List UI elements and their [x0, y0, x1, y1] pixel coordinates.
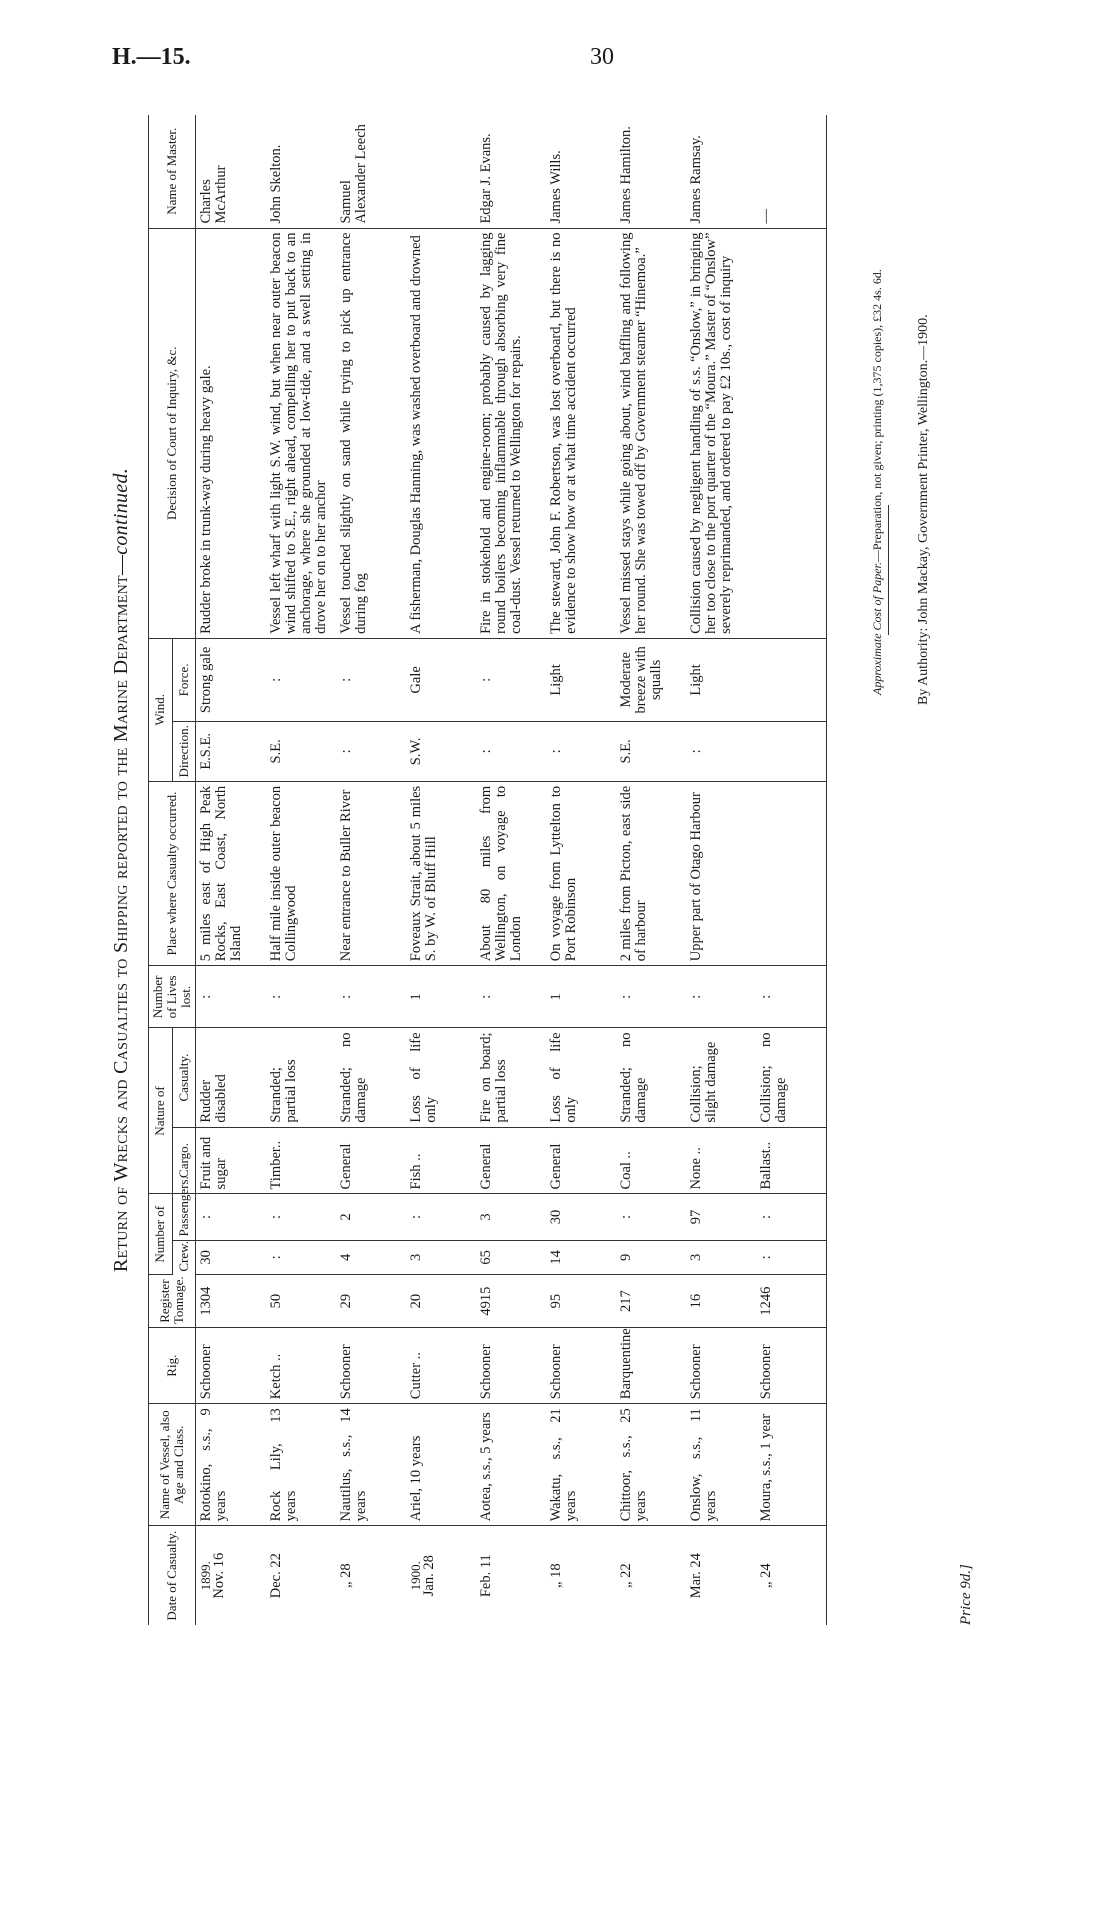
cell-tonnage: 95	[546, 1275, 616, 1328]
cell-day: 28	[338, 1563, 354, 1578]
cell-decision: Vessel left wharf with light S.W. wind, but when near outer beacon wind shifted to S.E., right ahead, compelling her to put back to an anchorage, where she grounded at low-tide, and a swell setting in drove her on to her anchor	[266, 228, 336, 638]
cell-direction: S.E.	[616, 721, 686, 781]
cell-vessel: Moura, s.s., 1 year	[756, 1404, 827, 1526]
cell-day: 18	[548, 1563, 564, 1578]
footer-rule	[888, 505, 889, 635]
wreck-returns-table	[148, 115, 827, 1625]
cell-place: Upper part of Otago Harbour	[686, 781, 756, 965]
cell-casualty: Stranded; no damage	[616, 1028, 686, 1127]
cell-crew: 9	[616, 1240, 686, 1275]
table-body	[196, 115, 827, 1625]
cell-month: Dec.	[268, 1571, 284, 1599]
cell-day: 22	[618, 1563, 634, 1578]
cell-decision: The steward, John F. Robertson, was lost overboard, but there is no evidence to show how or at what time accident occurred	[546, 228, 616, 638]
cell-tonnage: 1304	[196, 1275, 267, 1328]
cell-rig: Schooner	[546, 1328, 616, 1404]
cell-force: Strong gale	[196, 638, 267, 721]
cell-rig: Schooner	[756, 1328, 827, 1404]
cell-lives: :	[196, 966, 267, 1028]
cell-force: :	[476, 638, 546, 721]
cell-vessel: Ariel, 10 years	[406, 1404, 476, 1526]
cell-crew: 65	[476, 1240, 546, 1275]
cost-note	[870, 269, 885, 695]
cell-casualty: Collision; no damage	[756, 1028, 827, 1127]
cell-vessel: Rotokino, s.s., 9 years	[196, 1404, 267, 1526]
cell-crew: :	[756, 1240, 827, 1275]
cell-month: Nov.	[211, 1570, 227, 1599]
header-decision: Decision of Court of Inquiry, &c.	[149, 228, 196, 638]
page-number: 30	[590, 44, 614, 70]
cell-cargo: Coal ..	[616, 1127, 686, 1194]
cell-date	[476, 1526, 546, 1625]
cell-place	[756, 781, 827, 965]
cell-crew: 3	[406, 1240, 476, 1275]
cell-lives: :	[476, 966, 546, 1028]
table-row	[756, 115, 827, 1625]
header-row-1	[149, 115, 173, 1625]
cell-master: James Hamilton.	[616, 115, 686, 228]
cell-casualty: Fire on board; partial loss	[476, 1028, 546, 1127]
cell-place: On voyage from Lyttelton to Port Robinson	[546, 781, 616, 965]
cell-cargo: Ballast..	[756, 1127, 827, 1194]
cell-crew: 3	[686, 1240, 756, 1275]
cell-rig: Schooner	[196, 1328, 267, 1404]
cost-text: —Preparation, not given; printing (1,375 copies), £32 4s. 6d.	[870, 269, 884, 563]
cell-passengers: 30	[546, 1194, 616, 1240]
cell-place: About 80 miles from Wellington, on voyage to London	[476, 781, 546, 965]
cell-date	[266, 1526, 336, 1625]
cell-lives: 1	[546, 966, 616, 1028]
cell-month: „	[338, 1581, 354, 1588]
title-text: Return of Wrecks and Casualties to Shipping reported to the Marine Department—	[110, 554, 132, 1273]
cell-direction: S.W.	[406, 721, 476, 781]
title-continued: continued.	[110, 467, 132, 555]
cell-day: 11	[478, 1554, 494, 1569]
cell-tonnage: 217	[616, 1275, 686, 1328]
cell-vessel: Aotea, s.s., 5 years	[476, 1404, 546, 1526]
cell-master: Charles McArthur	[196, 115, 267, 228]
cell-master: John Skelton.	[266, 115, 336, 228]
header-vessel: Name of Vessel, also Age and Class.	[149, 1404, 196, 1526]
table-row	[476, 115, 546, 1625]
cell-month: Feb.	[478, 1571, 494, 1598]
cell-crew: 14	[546, 1240, 616, 1275]
cell-decision	[756, 228, 827, 638]
cell-vessel: Onslow, s.s., 11 years	[686, 1404, 756, 1526]
header-nature-of: Nature of	[149, 1028, 173, 1194]
table-row	[266, 115, 336, 1625]
header-lives-lost: Number of Lives lost.	[149, 966, 196, 1028]
header-crew: Crew.	[172, 1240, 196, 1275]
cell-casualty: Loss of life only	[406, 1028, 476, 1127]
cell-decision: Rudder broke in trunk-way during heavy gale.	[196, 228, 267, 638]
cell-direction: :	[686, 721, 756, 781]
cell-crew: 30	[196, 1240, 267, 1275]
cell-vessel: Nautilus, s.s., 14 years	[336, 1404, 406, 1526]
cell-lives: :	[266, 966, 336, 1028]
cell-direction: :	[476, 721, 546, 781]
cell-tonnage: 50	[266, 1275, 336, 1328]
cell-passengers: :	[196, 1194, 267, 1240]
header-date: Date of Casualty.	[149, 1526, 196, 1625]
cell-day: 28	[421, 1555, 437, 1570]
cell-tonnage: 29	[336, 1275, 406, 1328]
cell-month: „	[758, 1581, 774, 1588]
cell-force: Light	[686, 638, 756, 721]
cell-day: 24	[758, 1563, 774, 1578]
cell-master: James Ramsay.	[686, 115, 756, 228]
cell-passengers: 3	[476, 1194, 546, 1240]
authority-line: By Authority: John Mackay, Government Printer, Wellington.—1900.	[916, 314, 931, 705]
cell-place: Foveaux Strait, about 5 miles S. by W. of Bluff Hill	[406, 781, 476, 965]
cell-rig: Schooner	[336, 1328, 406, 1404]
cell-date	[616, 1526, 686, 1625]
cell-day: 16	[211, 1552, 227, 1568]
cell-crew: :	[266, 1240, 336, 1275]
header-place: Place where Casualty occurred.	[149, 781, 196, 965]
cell-lives: 1	[406, 966, 476, 1028]
cell-month: Mar.	[688, 1571, 704, 1599]
header-wind-force: Force.	[172, 638, 196, 721]
cell-force: Moderate breeze with squalls	[616, 638, 686, 721]
cell-cargo: Fruit and sugar	[196, 1127, 267, 1194]
document-id: H.—15.	[112, 44, 191, 70]
cell-month: Jan.	[421, 1573, 437, 1597]
cell-direction: :	[336, 721, 406, 781]
cost-label: Approximate Cost of Paper.	[870, 562, 884, 695]
cell-direction: S.E.	[266, 721, 336, 781]
cell-tonnage: 16	[686, 1275, 756, 1328]
header-wind: Wind.	[149, 638, 173, 781]
cell-date	[546, 1526, 616, 1625]
cell-decision: Vessel missed stays while going about, wind baffling and following her round. She was towed off by Government steamer “Hinemoa.”	[616, 228, 686, 638]
header-tonnage: Register Tonnage.	[149, 1275, 196, 1328]
cell-casualty: Stranded; partial loss	[266, 1028, 336, 1127]
cell-day: 22	[268, 1553, 284, 1568]
cell-tonnage: 4915	[476, 1275, 546, 1328]
table-row	[686, 115, 756, 1625]
cell-lives: :	[686, 966, 756, 1028]
cell-vessel: Chittoor, s.s., 25 years	[616, 1404, 686, 1526]
cell-force	[756, 638, 827, 721]
cell-date	[406, 1526, 476, 1625]
cell-casualty: Collision; slight damage	[686, 1028, 756, 1127]
cell-force: Light	[546, 638, 616, 721]
header-master: Name of Master.	[149, 115, 196, 228]
cell-day: 24	[688, 1553, 704, 1568]
cell-lives: :	[616, 966, 686, 1028]
cell-cargo: General	[336, 1127, 406, 1194]
header-number-of: Number of	[149, 1194, 173, 1275]
cell-passengers: :	[266, 1194, 336, 1240]
cell-passengers: 97	[686, 1194, 756, 1240]
cell-master: James Wills.	[546, 115, 616, 228]
cell-lives: :	[336, 966, 406, 1028]
cell-master: Samuel Alexander Leech	[336, 115, 406, 228]
cell-rig: Cutter ..	[406, 1328, 476, 1404]
table-row	[406, 115, 476, 1625]
cell-date	[756, 1526, 827, 1625]
cell-casualty: Stranded; no damage	[336, 1028, 406, 1127]
table-row	[546, 115, 616, 1625]
cell-passengers: :	[406, 1194, 476, 1240]
cell-place: 5 miles east of High Peak Rocks, East Coast, North Island	[196, 781, 267, 965]
cell-year: 1900.	[408, 1561, 423, 1591]
header-rig: Rig.	[149, 1328, 196, 1404]
cell-passengers: 2	[336, 1194, 406, 1240]
cell-decision: Collision caused by negligent handling of s.s. “Onslow,” in bringing her too close to the port quarter of the “Moura.” Master of “Onslow” severely reprimanded, and ordered to pay £2 10s., cost of inquiry	[686, 228, 756, 638]
cell-passengers: :	[756, 1194, 827, 1240]
cell-master	[406, 115, 476, 228]
header-wind-direction: Direction.	[172, 721, 196, 781]
header-passengers: Passengers.	[172, 1194, 196, 1240]
cell-force: :	[336, 638, 406, 721]
cell-month: „	[548, 1581, 564, 1588]
cell-year: 1899.	[198, 1561, 213, 1591]
cell-cargo: None ..	[686, 1127, 756, 1194]
cell-vessel: Rock Lily, 13 years	[266, 1404, 336, 1526]
header-cargo: Cargo.	[172, 1127, 196, 1194]
cell-date	[686, 1526, 756, 1625]
cell-master: —	[756, 115, 827, 228]
cell-date	[336, 1526, 406, 1625]
cell-date	[196, 1526, 267, 1625]
cell-master: Edgar J. Evans.	[476, 115, 546, 228]
cell-direction: E.S.E.	[196, 721, 267, 781]
cell-place: Near entrance to Buller River	[336, 781, 406, 965]
cell-rig: Schooner	[686, 1328, 756, 1404]
cell-casualty: Rudder disabled	[196, 1028, 267, 1127]
table-row	[196, 115, 267, 1625]
table-row	[336, 115, 406, 1625]
cell-rig: Schooner	[476, 1328, 546, 1404]
cell-cargo: Fish ..	[406, 1127, 476, 1194]
cell-tonnage: 20	[406, 1275, 476, 1328]
cell-casualty: Loss of life only	[546, 1028, 616, 1127]
rotated-page-content	[108, 0, 1008, 1625]
cell-decision: A fisherman, Douglas Hanning, was washed overboard and drowned	[406, 228, 476, 638]
cell-month: „	[618, 1581, 634, 1588]
cell-cargo: General	[476, 1127, 546, 1194]
price-note: Price 9d.]	[958, 1564, 974, 1625]
cell-rig: Ketch ..	[266, 1328, 336, 1404]
cell-passengers: :	[616, 1194, 686, 1240]
cell-force: :	[266, 638, 336, 721]
cell-force: Gale	[406, 638, 476, 721]
cell-crew: 4	[336, 1240, 406, 1275]
cell-tonnage: 1246	[756, 1275, 827, 1328]
cell-vessel: Wakatu, s.s., 21 years	[546, 1404, 616, 1526]
cell-place: 2 miles from Picton, east side of harbour	[616, 781, 686, 965]
cell-decision: Fire in stokehold and engine-room; probably caused by lagging round boilers becoming inflammable through absorbing very fine coal-dust. Vessel returned to Wellington for repairs.	[476, 228, 546, 638]
cell-cargo: Timber..	[266, 1127, 336, 1194]
cell-decision: Vessel touched slightly on sand while trying to pick up entrance during fog	[336, 228, 406, 638]
table-title	[110, 115, 133, 1625]
cell-cargo: General	[546, 1127, 616, 1194]
header-casualty: Casualty.	[172, 1028, 196, 1127]
table-row	[616, 115, 686, 1625]
cell-direction	[756, 721, 827, 781]
cell-place: Half mile inside outer beacon Collingwood	[266, 781, 336, 965]
cell-rig: Barquentine	[616, 1328, 686, 1404]
cell-lives: :	[756, 966, 827, 1028]
cell-direction: :	[546, 721, 616, 781]
